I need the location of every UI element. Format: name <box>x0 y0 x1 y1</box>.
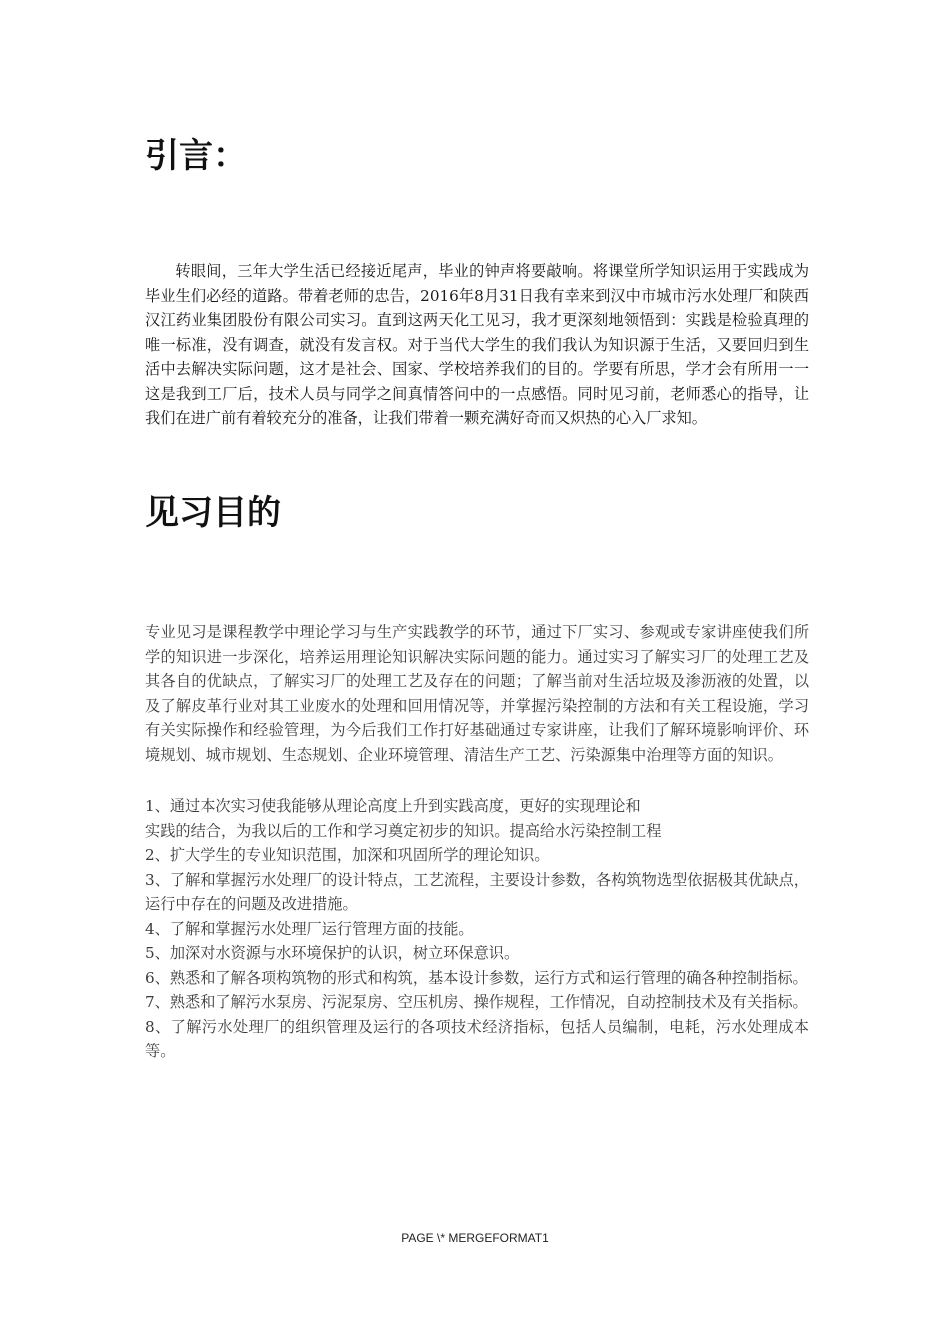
heading-purpose: 见习目的 <box>145 493 281 533</box>
list-item: 7、熟悉和了解污水泵房、污泥泵房、空压机房、操作规程，工作情况，自动控制技术及有关指标。 <box>145 993 808 1011</box>
list-item: 1、通过本次实习使我能够从理论高度上升到实践高度，更好的实现理论和 <box>145 797 641 815</box>
purpose-list <box>145 794 809 1064</box>
intro-text: 转眼间，三年大学生活已经接近尾声，毕业的钟声将要敲响。将课堂所学知识运用于实践成为毕业生们必经的道路。带着老师的忠告，2016年8月31日我有幸来到汉中市城市污水处理厂和陕西汉江药业集团股份有限公司实习。直到这两天化工见习，我才更深刻地领悟到：实践是检验真理的唯一标准，没有调查，就没有发言权。对于当代大学生的我们我认为知识源于生活，又要回归到生活中去解决实际问题，这才是社会、国家、学校培养我们的目的。学要有所思，学才会有所用一一这是我到工厂后，技术人员与同学之间真情答问中的一点感悟。同时见习前，老师悉心的指导，让我们在进广前有着较充分的准备，让我们带着一颗充满好奇而又炽热的心入厂求知。 <box>145 262 809 427</box>
heading-intro: 引言： <box>145 136 247 176</box>
list-item: 实践的结合，为我以后的工作和学习奠定初步的知识。提高给水污染控制工程 <box>145 821 662 840</box>
purpose-text: 专业见习是课程教学中理论学习与生产实践教学的环节，通过下厂实习、参观或专家讲座使我们所学的知识进一步深化，培养运用理论知识解决实际问题的能力。通过实习了解实习厂的处理工艺及其各自的优缺点，了解实习厂的处理工艺及存在的问题；了解当前对生活垃圾及渗沥液的处置，以及了解皮革行业对其工业废水的处理和回用情况等，并掌握污染控制的方法和有关工程设施，学习有关实际操作和经验管理，为今后我们工作打好基础通过专家讲座，让我们了解环境影响评价、环境规划、城市规划、生态规划、企业环境管理、清洁生产工艺、污染源集中治理等方面的知识。 <box>145 623 809 764</box>
list-item: 2、扩大学生的专业知识范围，加深和巩固所学的理论知识。 <box>145 846 550 864</box>
list-item: 4、了解和掌握污水处理厂运行管理方面的技能。 <box>145 919 474 938</box>
purpose-paragraph <box>145 620 809 767</box>
intro-paragraph <box>145 259 809 431</box>
list-item: 5、加深对水资源与水环境保护的认识，树立环保意识。 <box>145 944 520 962</box>
list-item: 6、熟悉和了解各项构筑物的形式和构筑，基本设计参数，运行方式和运行管理的确各种控制指标。 <box>145 968 808 987</box>
list-item: 8、了解污水处理厂的组织管理及运行的各项技术经济指标，包括人员编制，电耗，污水处理成本等。 <box>145 1017 809 1060</box>
list-item: 3、了解和掌握污水处理厂的设计特点，工艺流程，主要设计参数，各构筑物选型依据极其优缺点，运行中存在的问题及改进措施。 <box>145 870 809 913</box>
page-footer: PAGE \* MERGEFORMAT1 <box>401 1231 549 1245</box>
